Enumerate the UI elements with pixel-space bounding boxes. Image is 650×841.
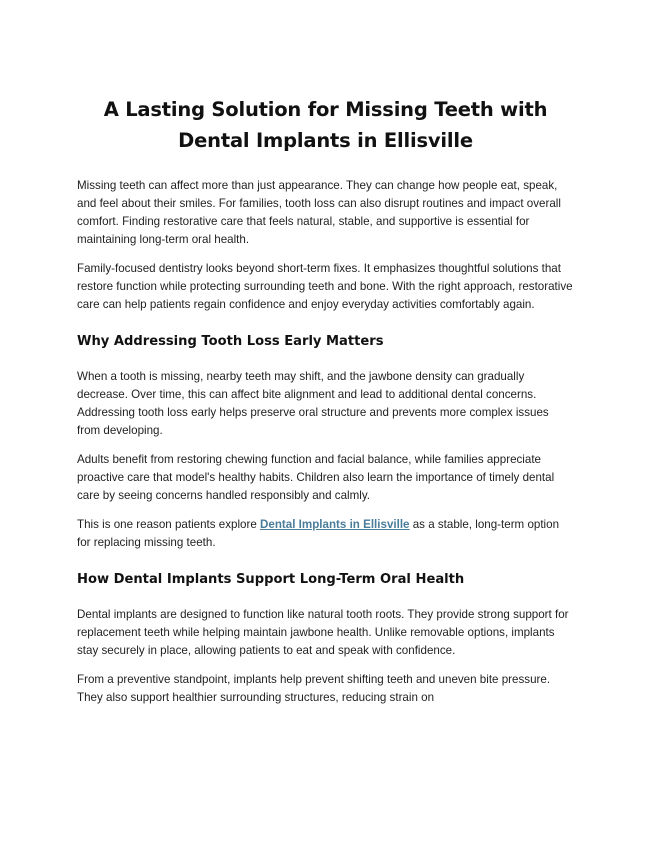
title-line-2: Dental Implants in Ellisville xyxy=(178,129,473,152)
page-title xyxy=(77,94,574,156)
section2-paragraph-1: Dental implants are designed to function like natural tooth roots. They provide strong support for replacement teeth while helping maintain jawbone health. Unlike removable options, implants stay securely in place, allowing patients to eat and speak with confidence. xyxy=(77,608,569,657)
section1-p3-text-before: This is one reason patients explore xyxy=(77,518,261,531)
title-line-1: A Lasting Solution for Missing Teeth with xyxy=(103,98,548,121)
section2-paragraph-2: From a preventive standpoint, implants help prevent shifting teeth and uneven bite pressure. They also support healthier surrounding structures, reducing strain on xyxy=(77,673,551,704)
intro-paragraph-1: Missing teeth can affect more than just appearance. They can change how people eat, speak, and feel about their smiles. For families, tooth loss can also disrupt routines and impact overall comfort. Finding restorative care that feels natural, stable, and supportive is essential for maintaining long-term oral health. xyxy=(77,179,561,246)
section-heading-long-term-health: How Dental Implants Support Long-Term Oral Health xyxy=(77,572,465,587)
intro-paragraph-2: Family-focused dentistry looks beyond short-term fixes. It emphasizes thoughtful solutions that restore function while protecting surrounding teeth and bone. With the right approach, restorative care can help patients regain confidence and enjoy everyday activities comfortably again. xyxy=(77,262,573,311)
section1-paragraph-3 xyxy=(77,516,574,552)
section-heading-early-matters: Why Addressing Tooth Loss Early Matters xyxy=(77,334,384,349)
dental-implants-ellisville-link[interactable]: Dental Implants in Ellisville xyxy=(260,518,410,531)
section1-p3-text-after: as a stable, long-term option for replacing missing teeth. xyxy=(77,518,560,549)
section1-paragraph-1: When a tooth is missing, nearby teeth may shift, and the jawbone density can gradually decrease. Over time, this can affect bite alignment and lead to additional dental concerns. Addressing tooth loss early helps preserve oral structure and prevents more complex issues from developing. xyxy=(77,370,549,437)
section1-paragraph-2: Adults benefit from restoring chewing function and facial balance, while families appreciate proactive care that model's healthy habits. Children also learn the importance of timely dental care by seeing concerns handled responsibly and calmly. xyxy=(77,453,555,502)
